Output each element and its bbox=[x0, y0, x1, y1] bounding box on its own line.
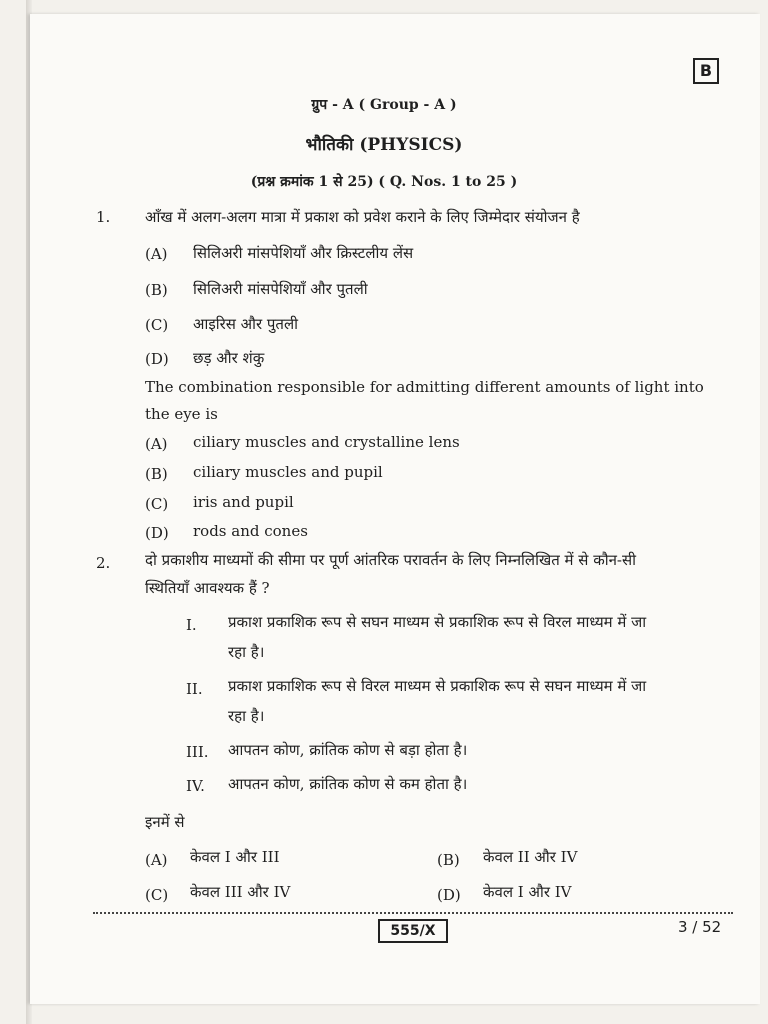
option-text: ciliary muscles and pupil bbox=[193, 463, 383, 481]
option-text: ciliary muscles and crystalline lens bbox=[193, 433, 460, 451]
statement-number: I. bbox=[186, 616, 197, 634]
subject-heading: भौतिकी (PHYSICS) bbox=[305, 135, 463, 155]
question-text-hindi-cont: स्थितियाँ आवश्यक हैं ? bbox=[145, 579, 270, 597]
option-text: सिलिअरी मांसपेशियाँ और क्रिस्टलीय लेंस bbox=[193, 244, 414, 262]
option-text: आइरिस और पुतली bbox=[193, 315, 298, 333]
question-number: 2. bbox=[96, 554, 111, 572]
option-label: (B) bbox=[145, 465, 168, 483]
option-text: छड़ और शंकु bbox=[193, 349, 265, 367]
option-label: (A) bbox=[145, 851, 168, 869]
statement-text-cont: रहा है। bbox=[228, 643, 265, 661]
question-text-hindi: दो प्रकाशीय माध्यमों की सीमा पर पूर्ण आंतरिक परावर्तन के लिए निम्नलिखित में से कौन-सी bbox=[145, 551, 637, 569]
option-label: (C) bbox=[145, 495, 169, 513]
statement-text-cont: रहा है। bbox=[228, 707, 265, 725]
option-text: iris and pupil bbox=[193, 493, 294, 511]
page-number: 3 / 52 bbox=[678, 918, 722, 936]
footer-dotted-rule bbox=[93, 912, 733, 914]
option-label: (B) bbox=[145, 281, 168, 299]
options-lead-text: इनमें से bbox=[145, 813, 185, 831]
option-text: केवल I और III bbox=[190, 848, 280, 866]
option-label: (C) bbox=[145, 316, 169, 334]
statement-text: प्रकाश प्रकाशिक रूप से सघन माध्यम से प्रकाशिक रूप से विरल माध्यम में जा bbox=[228, 613, 647, 631]
paper-code-box: 555/X bbox=[378, 919, 448, 943]
option-label: (D) bbox=[437, 886, 461, 904]
statement-number: II. bbox=[186, 680, 203, 698]
option-label: (C) bbox=[145, 886, 169, 904]
group-heading: ग्रुप - A ( Group - A ) bbox=[311, 97, 457, 113]
option-label: (A) bbox=[145, 245, 168, 263]
statement-text: प्रकाश प्रकाशिक रूप से विरल माध्यम से प्रकाशिक रूप से सघन माध्यम में जा bbox=[228, 677, 647, 695]
statement-text: आपतन कोण, क्रांतिक कोण से बड़ा होता है। bbox=[228, 741, 468, 759]
statement-text: आपतन कोण, क्रांतिक कोण से कम होता है। bbox=[228, 775, 468, 793]
option-text: केवल II और IV bbox=[483, 848, 578, 866]
option-text: सिलिअरी मांसपेशियाँ और पुतली bbox=[193, 280, 368, 298]
option-label: (D) bbox=[145, 524, 169, 542]
statement-number: IV. bbox=[186, 777, 205, 795]
paper-sheet bbox=[30, 14, 760, 1004]
option-text: केवल III और IV bbox=[190, 883, 291, 901]
question-text-hindi: आँख में अलग-अलग मात्रा में प्रकाश को प्रवेश कराने के लिए जिम्मेदार संयोजन है bbox=[145, 208, 580, 226]
set-label-box: B bbox=[693, 58, 719, 84]
question-text-english: The combination responsible for admitting different amounts of light into bbox=[145, 378, 704, 396]
option-text: rods and cones bbox=[193, 522, 308, 540]
question-range-heading: (प्रश्न क्रमांक 1 से 25) ( Q. Nos. 1 to 25 ) bbox=[250, 174, 518, 190]
option-label: (B) bbox=[437, 851, 460, 869]
option-label: (D) bbox=[145, 350, 169, 368]
question-text-english-cont: the eye is bbox=[145, 405, 218, 423]
option-label: (A) bbox=[145, 435, 168, 453]
question-number: 1. bbox=[96, 208, 111, 226]
option-text: केवल I और IV bbox=[483, 883, 572, 901]
statement-number: III. bbox=[186, 743, 209, 761]
